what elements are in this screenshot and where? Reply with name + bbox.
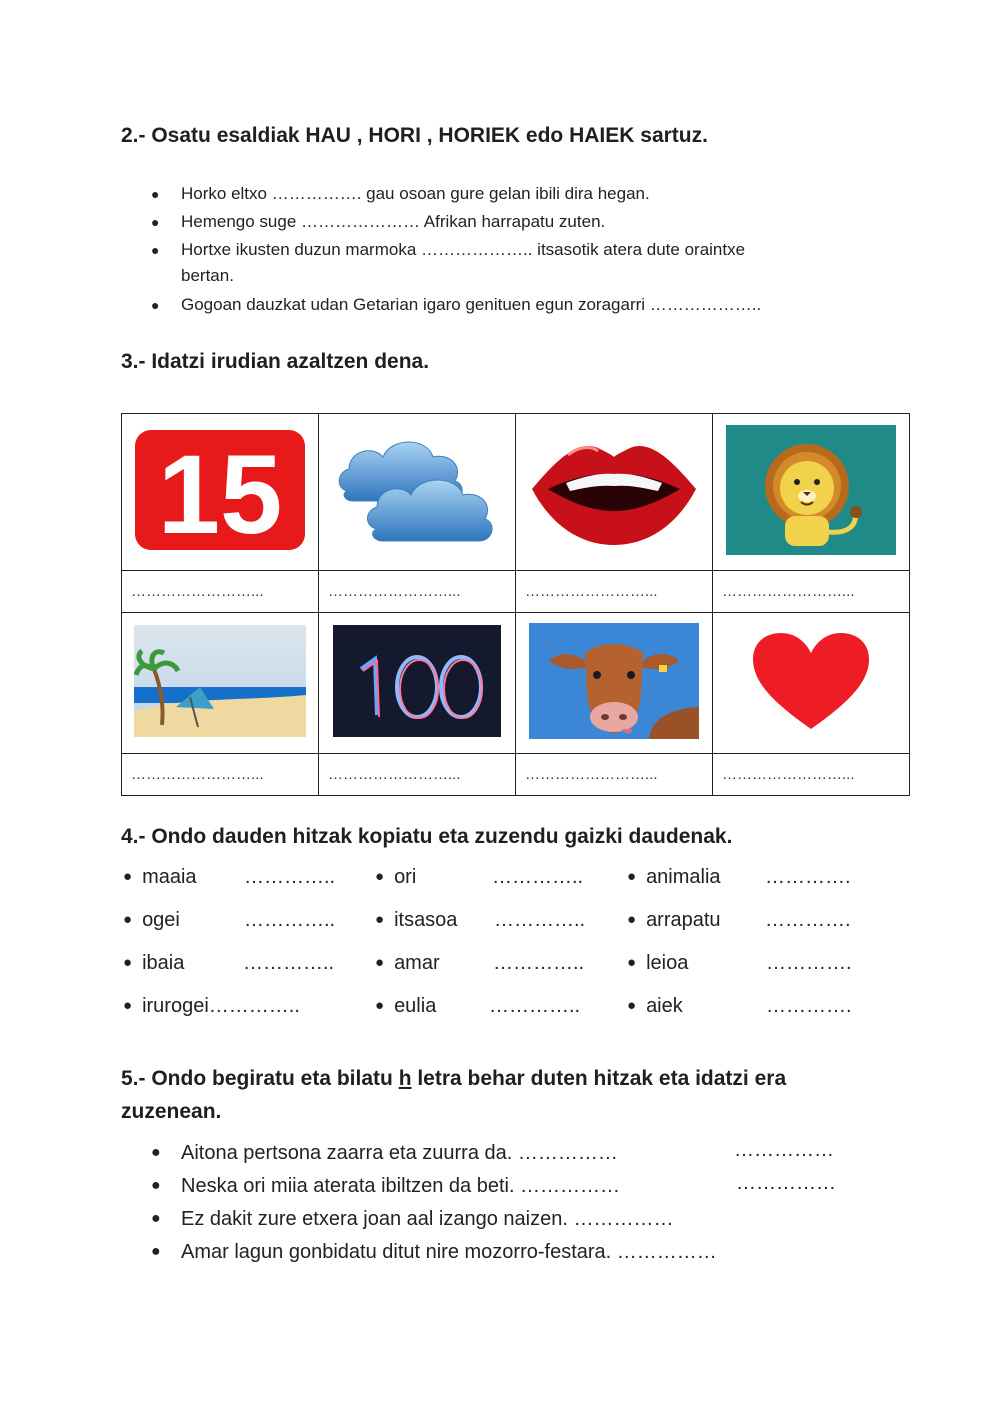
number-fifteen-icon <box>134 429 306 551</box>
picture-cell <box>319 414 516 571</box>
picture-table <box>121 413 910 796</box>
word-item: ● amar <box>375 952 440 974</box>
answer-blank[interactable]: ……………………... <box>516 754 713 796</box>
picture-cell <box>122 414 319 571</box>
word-item: ● eulia <box>375 995 437 1017</box>
answer-blank[interactable]: ……………………... <box>713 754 910 796</box>
picture-cell <box>122 613 319 754</box>
lips-icon <box>528 429 700 551</box>
extra-blank[interactable]: …………… <box>734 1139 834 1161</box>
section-5-title: 5.- Ondo begiratu eta bilatu h letra behar duten hitzak eta idatzi era zuzenean. <box>121 1067 787 1123</box>
extra-blank[interactable]: …………… <box>736 1172 836 1194</box>
picture-cell <box>713 414 910 571</box>
word-item: ● ogei <box>123 909 180 931</box>
answer-blank[interactable]: ……………………... <box>319 754 516 796</box>
heart-icon <box>751 631 871 731</box>
section-2-title: 2.- Osatu esaldiak HAU , HORI , HORIEK edo HAIEK sartuz. <box>121 124 708 147</box>
number-fifteen-text: 15 <box>157 431 283 551</box>
section-4-title: 4.- Ondo dauden hitzak kopiatu eta zuzendu gaizki daudenak. <box>121 825 733 848</box>
word-blank[interactable]: ………….. <box>243 952 335 974</box>
word-item: ● irurogei………….. <box>123 995 300 1017</box>
answer-blank[interactable]: ……………………... <box>122 754 319 796</box>
word-item: ● ibaia <box>123 952 185 974</box>
word-item: ● itsasoa <box>375 909 458 931</box>
answer-blank[interactable]: ……………………... <box>122 571 319 613</box>
picture-cell <box>516 613 713 754</box>
answer-blank[interactable]: ……………………... <box>319 571 516 613</box>
answer-blank[interactable]: ……………………... <box>516 571 713 613</box>
word-item: ● animalia <box>627 866 721 888</box>
beach-icon <box>134 625 306 737</box>
cow-icon <box>529 623 699 739</box>
word-blank[interactable]: …………. <box>765 866 851 888</box>
picture-cell <box>319 613 516 754</box>
word-blank[interactable]: ………….. <box>492 866 584 888</box>
word-blank[interactable]: …………. <box>766 995 852 1017</box>
word-item: ● arrapatu <box>627 909 721 931</box>
word-item: ● aiek <box>627 995 683 1017</box>
word-blank[interactable]: ………….. <box>494 909 586 931</box>
picture-cell <box>713 613 910 754</box>
section-3-title: 3.- Idatzi irudian azaltzen dena. <box>121 350 430 373</box>
word-item: ● maaia <box>123 866 197 888</box>
word-blank[interactable]: …………. <box>765 909 851 931</box>
answer-blank[interactable]: ……………………... <box>713 571 910 613</box>
word-blank[interactable]: ………….. <box>244 866 336 888</box>
word-blank[interactable]: ………….. <box>493 952 585 974</box>
hundred-icon <box>333 625 501 737</box>
word-blank[interactable]: ………….. <box>208 995 300 1017</box>
word-blank[interactable]: ………….. <box>489 995 581 1017</box>
word-blank[interactable]: …………. <box>766 952 852 974</box>
picture-cell <box>516 414 713 571</box>
clouds-icon <box>331 429 503 551</box>
word-item: ● ori <box>375 866 417 888</box>
lion-icon <box>725 424 897 556</box>
word-blank[interactable]: ………….. <box>244 909 336 931</box>
word-item: ● leioa <box>627 952 689 974</box>
